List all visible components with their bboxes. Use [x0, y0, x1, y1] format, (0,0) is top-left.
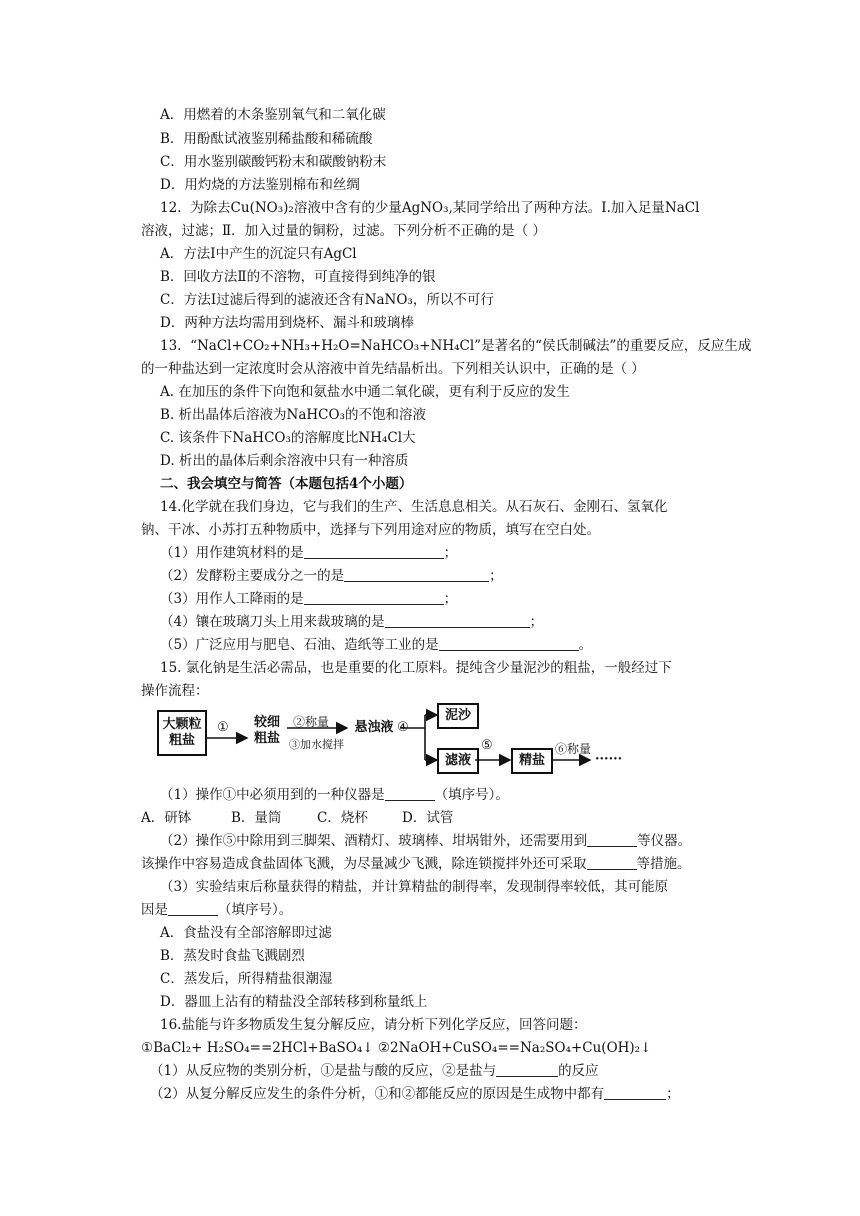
q15-sub2-text: 等措施。	[636, 856, 691, 872]
q12-stem-text: 为除去Cu(NO₃)₂溶液中含有的少量AgNO₃,某同学给出了两种方法。Ⅰ.加入足量NaCl	[190, 200, 700, 216]
q15-stem-line2: 操作流程：	[141, 683, 209, 699]
answer-blank[interactable]	[439, 637, 579, 651]
q14-stem-line2: 钠、干冰、小苏打五种物质中，选择与下列用途对应的物质，填写在空白处。	[141, 522, 600, 538]
q13-stem-line1: 13. “NaCl+CO₂+NH₃+H₂O=NaHCO₃+NH₄Cl”是著名的“侯氏制碱法”的重要反应，反应生成	[160, 338, 752, 354]
q11-option-c: C．用水鉴别碳酸钙粉末和碳酸钠粉末	[160, 154, 387, 170]
q13-stem-text: “NaCl+CO₂+NH₃+H₂O=NaHCO₃+NH₄Cl”是著名的“侯氏制碱法”的重要反应，反应生成	[190, 338, 752, 354]
q15-sub3-line1: （3）实验结束后称量获得的精盐，并计算精盐的制得率，发现制得率较低，其可能原	[160, 879, 669, 895]
answer-blank[interactable]	[168, 902, 218, 916]
q12-option-d: D．两种方法均需用到烧杯、漏斗和玻璃棒	[160, 315, 414, 331]
q12-stem-line2: 溶液，过滤；Ⅱ．加入过量的铜粉，过滤。下列分析不正确的是（ ）	[141, 223, 546, 239]
q12-option-c: C．方法Ⅰ过滤后得到的滤液还含有NaNO₃，所以不可行	[160, 292, 494, 308]
punct: ；	[666, 1086, 680, 1102]
q16-equations: ①BaCl₂+ H₂SO₄==2HCl+BaSO₄↓ ②2NaOH+CuSO₄==Na₂SO₄+Cu(OH)₂↓	[141, 1040, 652, 1056]
q15-sub2-line2	[141, 854, 691, 874]
q13-option-c: C. 该条件下NaHCO₃的溶解度比NH₄Cl大	[160, 430, 416, 446]
section-heading: 二、我会填空与简答（本题包括4个小题）	[160, 476, 413, 492]
q14-sub2-text: （2）发酵粉主要成分之一的是	[160, 568, 345, 584]
q15-sub1-hint: （填序号）。	[434, 787, 509, 803]
ellipsis: ······	[595, 752, 623, 767]
punct: ；	[443, 591, 458, 607]
crude-salt-box	[157, 710, 207, 756]
answer-blank[interactable]	[604, 1086, 666, 1100]
q13-stem-line2: 的一种盐达到一定浓度时会从溶液中首先结晶析出。下列相关认识中，正确的是（ ）	[141, 361, 645, 377]
suspension-box	[349, 718, 399, 738]
option-a: A．研钵	[141, 810, 192, 826]
q14-stem-line1: 14.化学就在我们身边，它与我们的生产、生活息息相关。从石灰石、金刚石、氢氧化	[160, 499, 668, 515]
q15-sub3-text: 因是	[141, 902, 168, 918]
punct: ；	[489, 568, 503, 584]
step-6-label: ⑥称量	[555, 742, 592, 756]
box-label: 悬浊液	[354, 720, 394, 735]
q13-option-a: A. 在加压的条件下向饱和氨盐水中通二氧化碳，更有利于反应的发生	[160, 384, 570, 400]
refined-salt-box	[511, 748, 553, 774]
q11-option-a: A．用燃着的木条鉴别氧气和二氧化碳	[160, 107, 386, 123]
answer-blank[interactable]	[496, 1063, 558, 1077]
process-flow-diagram	[155, 698, 775, 778]
q15-sub1-text: （1）操作①中必须用到的一种仪器是	[160, 787, 385, 803]
q15-sub3-line2	[141, 900, 292, 920]
q14-sub3	[160, 589, 457, 609]
answer-blank[interactable]	[587, 856, 637, 870]
box-label: 精盐	[518, 753, 545, 768]
step-5-label: ⑤	[481, 738, 493, 753]
q13-option-d: D. 析出的晶体后剩余溶液中只有一种溶质	[160, 453, 409, 469]
box-label: 较细	[253, 715, 280, 730]
option-c: C．烧杯	[317, 810, 368, 826]
mud-sand-box	[437, 703, 479, 729]
q14-sub4-text: （4）镶在玻璃刀头上用来裁玻璃的是	[160, 614, 385, 630]
q11-option-d: D．用灼烧的方法鉴别棉布和丝绸	[160, 177, 360, 193]
q14-sub1	[160, 543, 457, 563]
q16-sub2-text: （2）从复分解反应发生的条件分析，①和②都能反应的原因是生成物中都有	[150, 1086, 605, 1102]
q14-sub1-text: （1）用作建筑材料的是	[160, 545, 304, 561]
punct: ；	[443, 545, 458, 561]
q14-sub3-text: （3）用作人工降雨的是	[160, 591, 304, 607]
q15-sub2-text: （2）操作⑤中除用到三脚架、酒精灯、玻璃棒、坩埚钳外，还需要用到	[160, 833, 588, 849]
q15-sub1-options	[141, 808, 453, 828]
step-4-label: ④	[397, 720, 409, 735]
answer-blank[interactable]	[385, 614, 530, 628]
q15-sub3-hint: （填序号）。	[218, 902, 293, 918]
option-d: D．试管	[402, 810, 454, 826]
answer-blank[interactable]	[344, 568, 489, 582]
q15-sub2-text: 该操作中容易造成食盐固体飞溅，为尽量减少飞溅，除连锁搅拌外还可采取	[141, 856, 587, 872]
punct: 。	[578, 637, 593, 653]
q15-sub2-line1	[160, 831, 691, 851]
box-label: 滤液	[444, 753, 471, 768]
box-label: 粗盐	[168, 733, 195, 748]
answer-blank[interactable]	[385, 787, 435, 801]
q14-sub5	[160, 635, 592, 655]
q12-option-a: A．方法Ⅰ中产生的沉淀只有AgCl	[160, 246, 357, 262]
answer-blank[interactable]	[304, 591, 444, 605]
box-label: 大颗粒	[162, 717, 202, 732]
q11-option-b: B．用酚酞试液鉴别稀盐酸和稀硫酸	[160, 131, 373, 147]
q15-stem-line1: 15. 氯化钠是生活必需品，也是重要的化工原料。提纯含少量泥沙的粗盐，一般经过下	[160, 660, 672, 676]
step-1-label: ①	[217, 720, 229, 735]
step-3-label: ③加水搅拌	[289, 738, 344, 751]
punct: ；	[529, 614, 544, 630]
q14-sub2	[160, 566, 503, 586]
q15-sub1	[160, 785, 509, 805]
option-b: B．量筒	[231, 810, 282, 826]
q14-sub5-text: （5）广泛应用与肥皂、石油、造纸等工业的是	[160, 637, 439, 653]
q15-sub2-text: 等仪器。	[637, 833, 692, 849]
box-label: 粗盐	[253, 731, 280, 746]
q16-sub2	[150, 1084, 680, 1104]
filtrate-box	[437, 748, 479, 774]
q16-sub1	[150, 1061, 599, 1081]
q15-option-c: C．蒸发后，所得精盐很潮湿	[160, 971, 333, 987]
step-2-label: ②称量	[293, 715, 330, 729]
q16-sub1-text: （1）从反应物的类别分析，①是盐与酸的反应，②是盐与	[150, 1063, 497, 1079]
q15-option-a: A．食盐没有全部溶解即过滤	[160, 925, 332, 941]
answer-blank[interactable]	[587, 833, 637, 847]
q12-stem-line1: 12. 为除去Cu(NO₃)₂溶液中含有的少量AgNO₃,某同学给出了两种方法。Ⅰ.加入足量NaCl	[160, 200, 700, 216]
answer-blank[interactable]	[304, 545, 444, 559]
q13-option-b: B. 析出晶体后溶液为NaHCO₃的不饱和溶液	[160, 407, 426, 423]
q15-option-d: D．器皿上沾有的精盐没全部转移到称量纸上	[160, 994, 428, 1010]
q15-option-b: B．蒸发时食盐飞溅剧烈	[160, 948, 305, 964]
q16-stem: 16.盐能与许多物质发生复分解反应，请分析下列化学反应，回答问题：	[160, 1017, 587, 1033]
box-label: 泥沙	[444, 708, 471, 723]
q12-option-b: B．回收方法Ⅱ的不溶物，可直接得到纯净的银	[160, 269, 436, 285]
q14-sub4	[160, 612, 543, 632]
q16-sub1-text: 的反应	[558, 1063, 599, 1079]
fine-crude-salt-box	[247, 710, 287, 752]
